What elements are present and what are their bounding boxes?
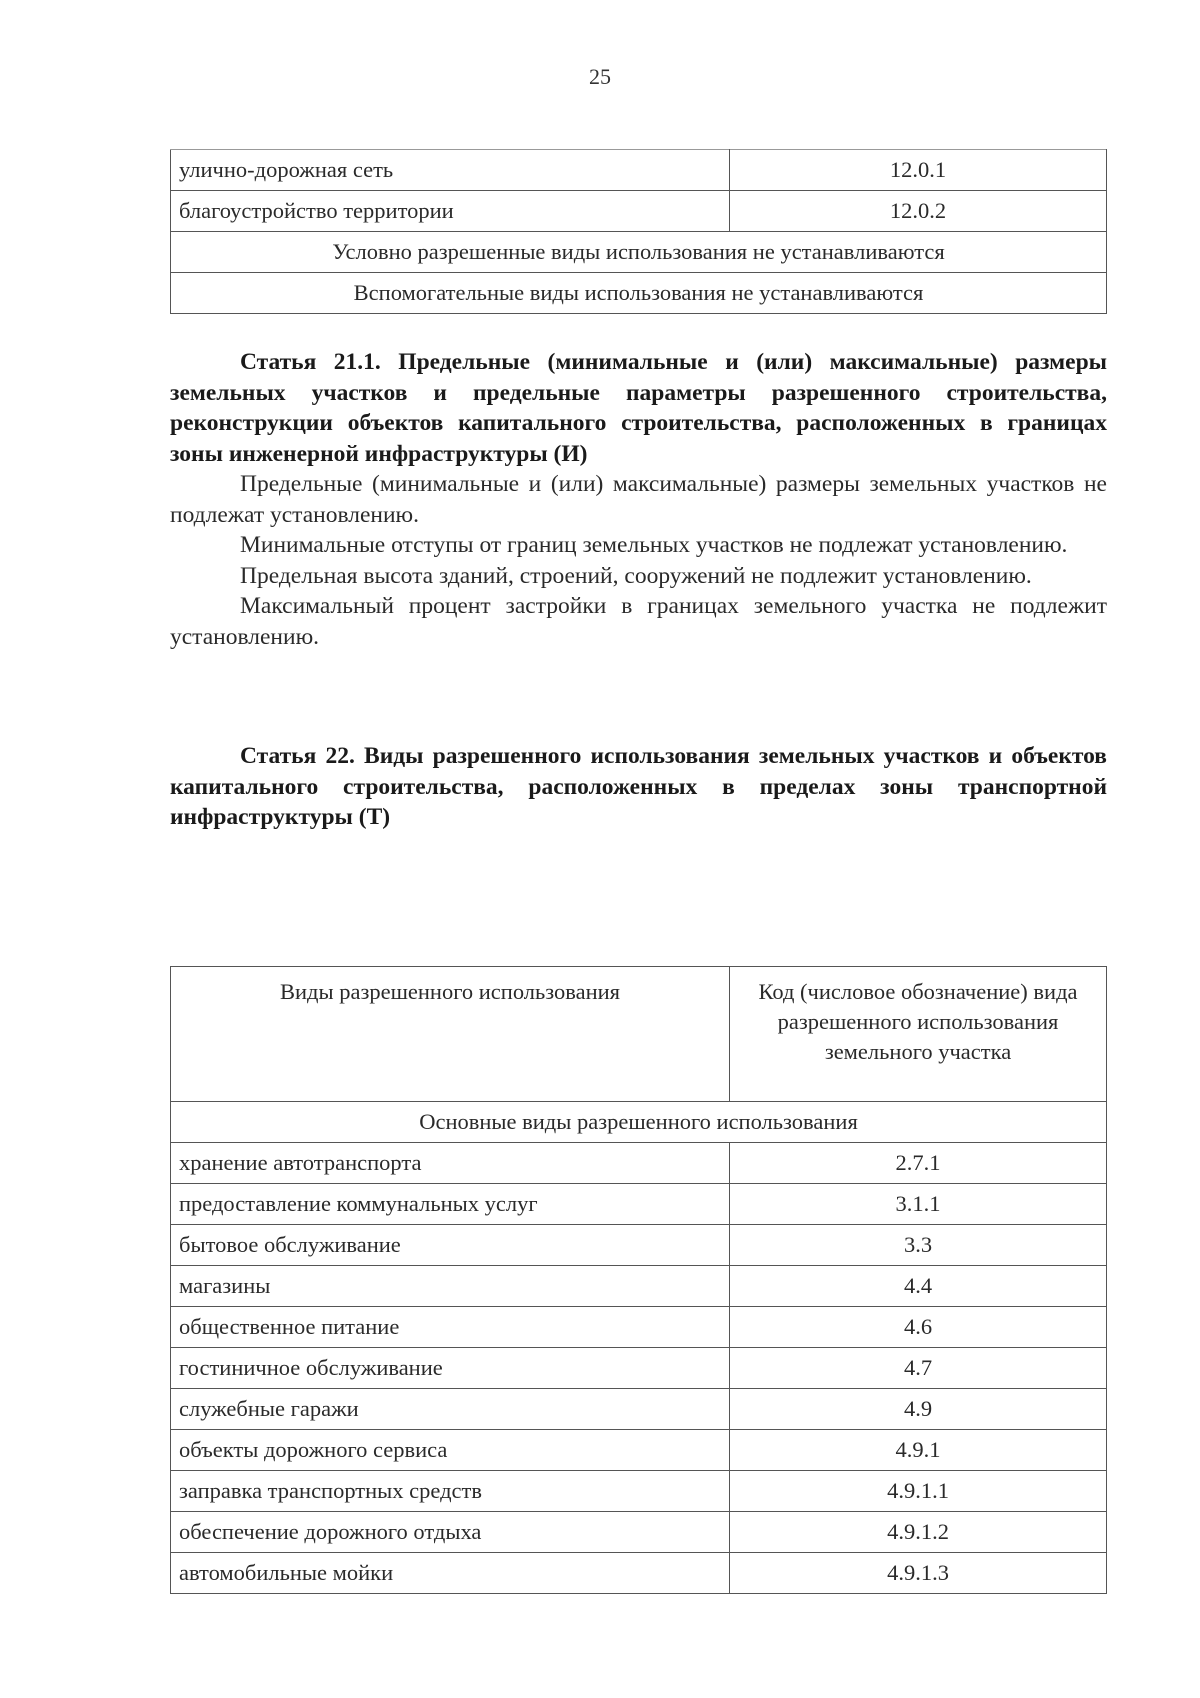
use-cell: гостиничное обслуживание: [171, 1348, 730, 1389]
use-cell: служебные гаражи: [171, 1389, 730, 1430]
use-cell: благоустройство территории: [171, 191, 730, 232]
use-cell: улично-дорожная сеть: [171, 150, 730, 191]
table-row: [171, 1143, 1107, 1184]
top-table: [170, 149, 1107, 314]
table-row: [171, 150, 1107, 191]
code-cell: 4.9.1.3: [730, 1553, 1107, 1594]
table-row: [171, 1307, 1107, 1348]
code-cell: 4.9.1.2: [730, 1512, 1107, 1553]
code-cell: 12.0.2: [730, 191, 1107, 232]
use-cell: бытовое обслуживание: [171, 1225, 730, 1266]
use-cell: магазины: [171, 1266, 730, 1307]
code-cell: 4.4: [730, 1266, 1107, 1307]
header-use: Виды разрешенного использования: [171, 967, 730, 1102]
table-row: [171, 1471, 1107, 1512]
use-cell: общественное питание: [171, 1307, 730, 1348]
article-22: [170, 741, 1107, 833]
table-row: [171, 1348, 1107, 1389]
auxiliary-uses-note: Вспомогательные виды использования не устанавливаются: [171, 273, 1107, 314]
use-cell: обеспечение дорожного отдыха: [171, 1512, 730, 1553]
table-row: [171, 1553, 1107, 1594]
article-heading: Статья 22. Виды разрешенного использования земельных участков и объектов капитального строительства, расположенных в пределах зоны транспортной инфраструктуры (Т): [170, 743, 1107, 830]
use-cell: предоставление коммунальных услуг: [171, 1184, 730, 1225]
paragraph: Максимальный процент застройки в границах земельного участка не подлежит установлению.: [170, 593, 1107, 650]
code-cell: 12.0.1: [730, 150, 1107, 191]
code-cell: 4.9.1: [730, 1430, 1107, 1471]
table-row: [171, 232, 1107, 273]
table-row: [171, 1512, 1107, 1553]
paragraph: Предельные (минимальные и (или) максимальные) размеры земельных участков не подлежат установлению.: [170, 471, 1107, 528]
code-cell: 4.6: [730, 1307, 1107, 1348]
header-code: Код (числовое обозначение) вида разрешенного использования земельного участка: [730, 967, 1107, 1102]
page-number: 25: [589, 64, 611, 89]
article-21-1: [170, 347, 1107, 652]
code-cell: 3.1.1: [730, 1184, 1107, 1225]
code-cell: 3.3: [730, 1225, 1107, 1266]
code-cell: 4.9: [730, 1389, 1107, 1430]
section-title: Основные виды разрешенного использования: [171, 1102, 1107, 1143]
code-cell: 4.7: [730, 1348, 1107, 1389]
paragraph: Минимальные отступы от границ земельных участков не подлежат установлению.: [240, 532, 1068, 558]
table-row: [171, 1184, 1107, 1225]
table-row: [171, 1266, 1107, 1307]
table-row: [171, 273, 1107, 314]
use-cell: объекты дорожного сервиса: [171, 1430, 730, 1471]
table-row: [171, 1389, 1107, 1430]
paragraph: Предельная высота зданий, строений, сооружений не подлежит установлению.: [240, 562, 1032, 589]
code-cell: 4.9.1.1: [730, 1471, 1107, 1512]
table-row: [171, 191, 1107, 232]
use-cell: автомобильные мойки: [171, 1553, 730, 1594]
table-row: [171, 1225, 1107, 1266]
use-cell: заправка транспортных средств: [171, 1471, 730, 1512]
section-row: [171, 1102, 1107, 1143]
use-cell: хранение автотранспорта: [171, 1143, 730, 1184]
article-heading: Статья 21.1. Предельные (минимальные и (или) максимальные) размеры земельных участков и предельные параметры разрешенного строительства, реконструкции объектов капитального строительства, расположенных в границах зоны инженерной инфраструктуры (И): [170, 349, 1107, 467]
code-cell: 2.7.1: [730, 1143, 1107, 1184]
permitted-uses-table: [170, 966, 1107, 1594]
table-row: [171, 1430, 1107, 1471]
table-header-row: [171, 967, 1107, 1102]
conditional-uses-note: Условно разрешенные виды использования не устанавливаются: [171, 232, 1107, 273]
